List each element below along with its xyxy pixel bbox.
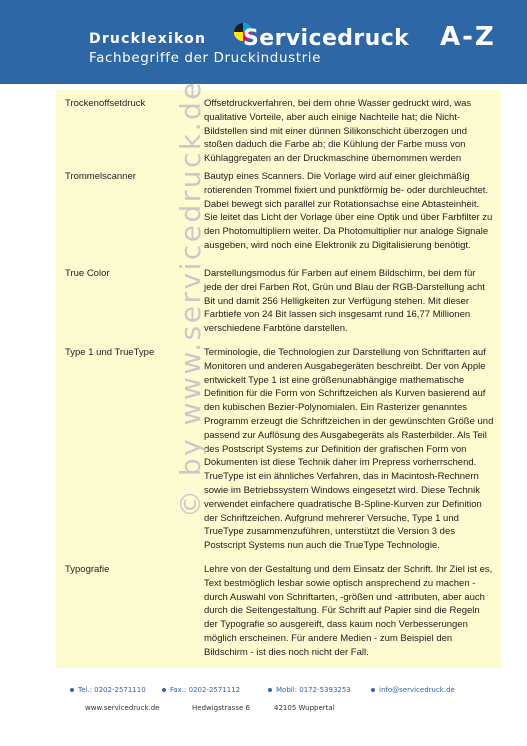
entry-description: Darstellungsmodus für Farben auf einem Bildschirm, bei dem für jede der drei Farben Rot, Grün und Blau der RGB-Darstellung acht Bit und damit 256 Helligkeiten zur Verfügung stehen. Mit dieser Farbtiefe von 24 Bit lassen sich insgesamt rund 16,77 Millionen verschiedene Farbtöne darstellen.	[204, 268, 485, 335]
entry-term: True Color	[65, 268, 110, 279]
footer-phone	[70, 686, 146, 694]
footer-street: Hedwigstrasse 6	[192, 704, 250, 712]
entry-description: Terminologie, die Technologien zur Darstellung von Schriftarten auf Monitoren und anderen Ausgabegeräten beschreibt. Der von Apple entwickelt Type 1 ist eine größenunabhängige mathematische Definition für die Form von Schriftzeichen als Kurven basierend auf den kubischen Bezier-Polynomialen. Ein Rasterizer genanntes Programm erzeugt die Schriftzeichen in der gewünschten Größe und passend zur Auflösung des Ausgabegeräts als Rasterbilder. Als Teil des Postscript Systems zur Definition der grafischen Form von Dokumenten ist diese Technik daher im Prepress vorherrschend. TrueType ist ein ähnliches Verfahren, das in Macintosh-Rechnern sowie im Betriebssystem Windows eingesetzt wird. Diese Technik verwendet einfachere quadratische B-Spline-Kurven zur Definition der Schriftzeichen. Aufgrund mehrerer Versuche, Type 1 und TrueType zusammenzuführen, unterstützt die Version 3 des Postscript Systems nun auch die TrueType Technologie.	[204, 347, 494, 552]
entry-term: Trockenoffsetdruck	[65, 98, 146, 109]
entry-description: Offsetdruckverfahren, bei dem ohne Wasser gedruckt wird, was qualitative Vorteile, aber auch einige Nachteile hat; die Nicht-Bildstellen sind mit einer dünnen Silikonschicht überzogen und stoßen daduch die Farbe ab; die Kühlung der Farbe muss von Kühlaggregaten an der Druckmaschine übernommen werden	[204, 98, 472, 165]
footer-website[interactable]: www.servicedruck.de	[85, 704, 160, 712]
header-subtitle: Fachbegriffe der Druckindustrie	[89, 50, 322, 66]
page-header	[0, 0, 527, 84]
entry-description: Bautyp eines Scanners. Die Vorlage wird auf einer gleichmäßig rotierenden Trommel fixiert und punktförmig be- oder durchleuchtet. Dabei bewegt sich parallel zur Rotationsachse eine Abtasteinheit. Sie leitet das Licht der Vorlage über eine Optik und über Farbfilter zu den Photomultipliern weiter. Da Photomultiplier nur analoge Signale ausgeben, wird noch eine Elektronik zu Digitalisierung benötigt.	[204, 171, 493, 251]
footer-city: 42105 Wuppertal	[274, 704, 335, 712]
lexicon-panel	[56, 90, 501, 668]
logo-wordmark: Servicedruck	[243, 26, 410, 51]
entry-description: Lehre von der Gestaltung und dem Einsatz der Schrift. Ihr Ziel ist es, Text bestmöglich lesbar sowie optisch ansprechend zu machen - durch Auswahl von Schriftarten, -größen und -attributen, aber auch durch die Seitengestaltung. Für Schrift auf Papier sind die Regeln der Typografie so ausgereift, dass kaum noch Verbesserungen möglich erscheinen. Für andere Medien - zum Beispiel den Bildschirm - ist dies noch nicht der Fall.	[204, 564, 493, 658]
page-footer	[0, 680, 527, 720]
entry-term: Typografie	[65, 564, 110, 575]
entry-term: Trommelscanner	[65, 171, 136, 182]
bullet-icon	[162, 688, 166, 692]
mobile-text: Mobil: 0172-5393253	[276, 686, 351, 694]
phone-text: Tel.: 0202-2571110	[78, 686, 146, 694]
footer-mobile	[268, 686, 351, 694]
copyright-watermark: © by www.servicedruck.de	[174, 79, 207, 518]
email-link[interactable]: info@servicedruck.de	[379, 686, 455, 694]
fax-text: Fax.: 0202-2571112	[170, 686, 241, 694]
entry-term: Type 1 und TrueType	[65, 347, 155, 358]
a-z-badge: A-Z	[440, 22, 496, 52]
header-title: Drucklexikon	[89, 31, 207, 47]
bullet-icon	[70, 688, 74, 692]
footer-fax	[162, 686, 240, 694]
servicedruck-logo	[233, 22, 423, 58]
footer-email[interactable]	[371, 686, 455, 694]
bullet-icon	[371, 688, 375, 692]
bullet-icon	[268, 688, 272, 692]
